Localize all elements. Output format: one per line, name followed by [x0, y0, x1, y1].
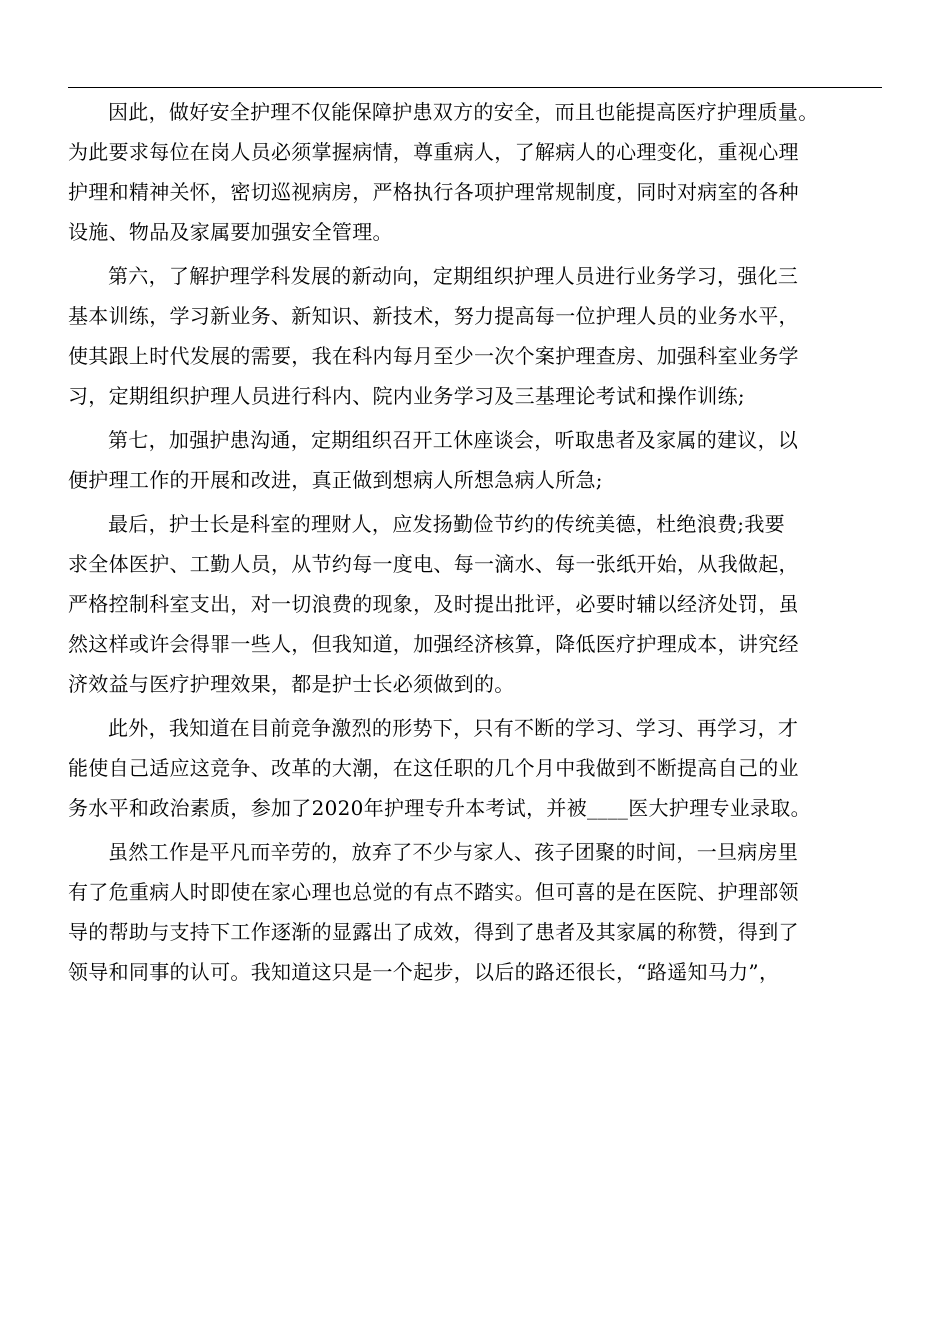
text-line: 领导和同事的认可。我知道这只是一个起步，以后的路还很长，“路遥知马力”，	[68, 960, 780, 984]
paragraph	[68, 708, 882, 828]
text-line: 求全体医护、工勤人员，从节约每一度电、每一滴水、每一张纸开始，从我做起，	[68, 552, 799, 576]
paragraph	[68, 420, 882, 500]
paragraph	[68, 92, 882, 252]
text-line: 习，定期组织护理人员进行科内、院内业务学习及三基理论考试和操作训练;	[68, 384, 745, 408]
text-line: 能使自己适应这竞争、改革的大潮，在这任职的几个月中我做到不断提高自己的业	[68, 756, 799, 780]
text-line: 护理和精神关怀，密切巡视病房，严格执行各项护理常规制度，同时对病室的各种	[68, 180, 799, 204]
paragraph	[68, 504, 882, 704]
text-line: 最后，护士长是科室的理财人，应发扬勤俭节约的传统美德，杜绝浪费;我要	[108, 512, 785, 536]
text-line: 因此，做好安全护理不仅能保障护患双方的安全，而且也能提高医疗护理质量。	[108, 100, 819, 124]
text-line: 此外，我知道在目前竞争激烈的形势下，只有不断的学习、学习、再学习，才	[108, 716, 799, 740]
text-line: 有了危重病人时即使在家心理也总觉的有点不踏实。但可喜的是在医院、护理部领	[68, 880, 799, 904]
header-rule	[68, 87, 882, 88]
text-line: 为此要求每位在岗人员必须掌握病情，尊重病人，了解病人的心理变化，重视心理	[68, 140, 799, 164]
text-line: 虽然工作是平凡而辛劳的，放弃了不少与家人、孩子团聚的时间，一旦病房里	[108, 840, 799, 864]
text-line: 便护理工作的开展和改进，真正做到想病人所想急病人所急;	[68, 468, 603, 492]
text-line: 第七，加强护患沟通，定期组织召开工休座谈会，听取患者及家属的建议，以	[108, 428, 799, 452]
text-line: 然这样或许会得罪一些人，但我知道，加强经济核算，降低医疗护理成本，讲究经	[68, 632, 799, 656]
text-line: 导的帮助与支持下工作逐渐的显露出了成效，得到了患者及其家属的称赞，得到了	[68, 920, 799, 944]
text-line: 务水平和政治素质，参加了2020年护理专升本考试，并被____医大护理专业录取。	[68, 796, 811, 820]
text-line: 第六，了解护理学科发展的新动向，定期组织护理人员进行业务学习，强化三	[108, 264, 799, 288]
text-line: 使其跟上时代发展的需要，我在科内每月至少一次个案护理查房、加强科室业务学	[68, 344, 799, 368]
text-line: 严格控制科室支出，对一切浪费的现象，及时提出批评，必要时辅以经济处罚，虽	[68, 592, 799, 616]
paragraph	[68, 832, 882, 992]
text-line: 济效益与医疗护理效果，都是护士长必须做到的。	[68, 672, 515, 696]
paragraph	[68, 256, 882, 416]
document-body	[68, 92, 882, 996]
text-line: 设施、物品及家属要加强安全管理。	[68, 220, 393, 244]
text-line: 基本训练，学习新业务、新知识、新技术，努力提高每一位护理人员的业务水平，	[68, 304, 799, 328]
